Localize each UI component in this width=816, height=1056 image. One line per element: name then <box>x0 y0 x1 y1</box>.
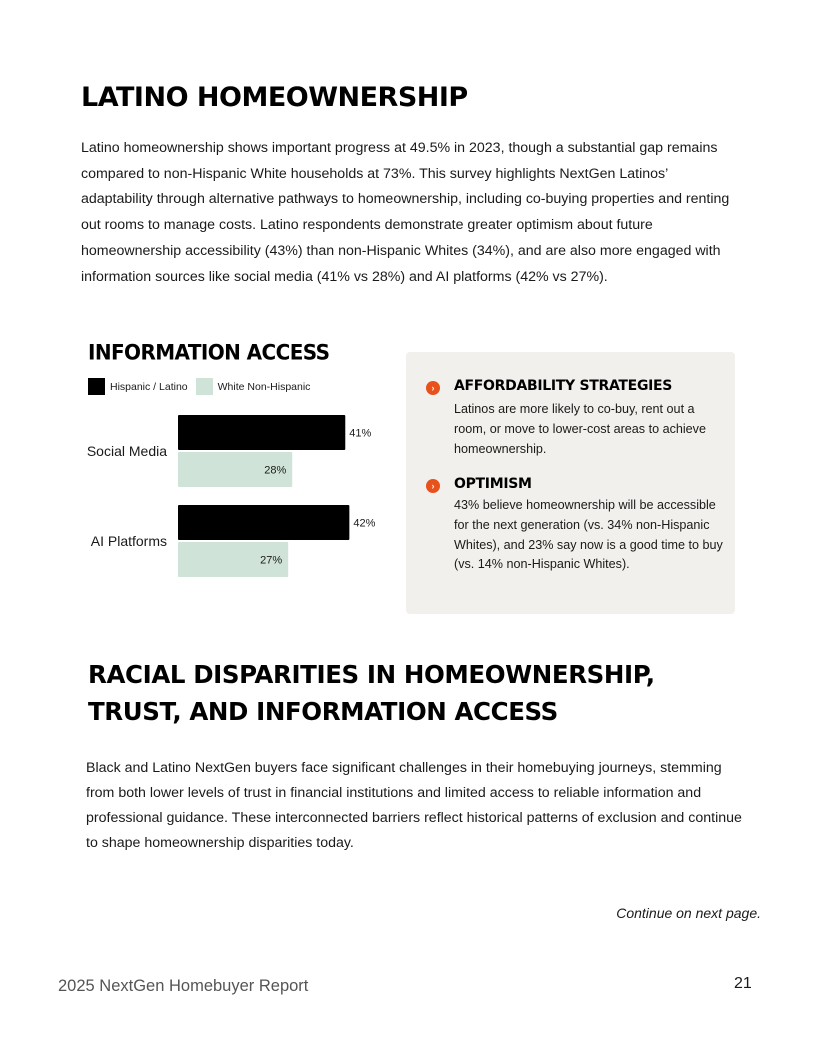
bar-latino <box>178 415 345 450</box>
section-heading: RACIAL DISPARITIES IN HOMEOWNERSHIP, TRUST, AND INFORMATION ACCESS <box>88 660 655 726</box>
data-label: 41% <box>349 427 372 440</box>
legend-swatch-white <box>196 378 213 395</box>
legend-swatch-latino <box>88 378 105 395</box>
callout-title: AFFORDABILITY STRATEGIES <box>454 378 673 394</box>
bar-latino <box>178 505 349 540</box>
callout-body: Latinos are more likely to co-buy, rent out a room, or move to lower-cost areas to achieve homeownership. <box>454 402 706 456</box>
category-label: AI Platforms <box>90 533 167 549</box>
chevron-right-icon: › <box>426 479 440 493</box>
callout-box <box>406 352 735 614</box>
bar-chart <box>70 405 400 585</box>
category-label: Social Media <box>86 443 167 459</box>
callout-title: OPTIMISM <box>454 476 532 492</box>
section-paragraph: Black and Latino NextGen buyers face significant challenges in their homebuying journeys, stemming from both lower levels of trust in financial institutions and limited access to reliable information and professional guidance. These interconnected barriers reflect historical patterns of exclusion and continue to shape homeownership disparities today. <box>86 760 742 851</box>
legend-item-white <box>196 378 311 395</box>
legend-item-latino <box>88 378 188 395</box>
chart-title: INFORMATION ACCESS <box>88 339 330 365</box>
data-label: 28% <box>264 464 287 477</box>
callout-body: 43% believe homeownership will be accessible for the next generation (vs. 34% non-Hispanic Whites), and 23% say now is a good time to buy (vs. 14% non-Hispanic Whites). <box>454 498 723 572</box>
continue-note: Continue on next page. <box>616 905 761 921</box>
chart-legend <box>88 378 318 395</box>
data-label: 42% <box>353 517 376 530</box>
data-label: 27% <box>260 554 283 567</box>
intro-paragraph: Latino homeownership shows important progress at 49.5% in 2023, though a substantial gap remains compared to non-Hispanic White households at 73%. This survey highlights NextGen Latinos’ adaptability through alternative pathways to homeownership, including co-buying properties and renting out rooms to manage costs. Latino respondents demonstrate greater optimism about future homeownership accessibility (43%) than non-Hispanic Whites (34%), and are also more engaged with information sources like social media (41% vs 28%) and AI platforms (42% vs 27%). <box>81 140 730 285</box>
legend-label-white: White Non-Hispanic <box>217 380 311 393</box>
legend-label-latino: Hispanic / Latino <box>110 380 188 393</box>
chevron-right-icon: › <box>426 381 440 395</box>
page-title: LATINO HOMEOWNERSHIP <box>81 82 468 113</box>
page-number: 21 <box>734 975 752 992</box>
footer-report-name: 2025 NextGen Homebuyer Report <box>58 977 309 995</box>
